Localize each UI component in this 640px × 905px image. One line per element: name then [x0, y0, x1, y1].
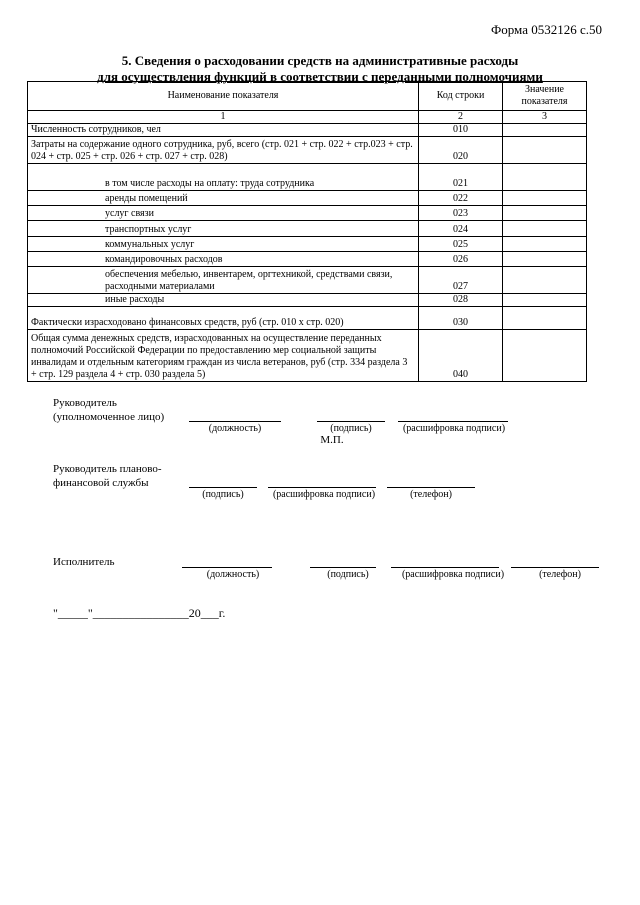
- head-label: Руководитель: [53, 397, 117, 409]
- table-row: [28, 221, 587, 237]
- row-name: Общая сумма денежных средств, израсходованных на осуществление переданных полномочий Российской Федерации по предоставлению мер социальной защиты инвалидам и отдельным категориям граждан из числа ветеранов, руб (стр. 334 раздела 3 + стр. 129 раздела 4 + стр. 030 раздела 5): [28, 330, 419, 382]
- form-number: Форма 0532126 с.50: [490, 22, 602, 37]
- date-line[interactable]: "_____"________________20___г.: [53, 606, 226, 620]
- table-row: [28, 307, 587, 330]
- row-name: иные расходы: [28, 294, 419, 307]
- head-decoding-line[interactable]: [398, 421, 508, 422]
- executor-decoding-caption: (расшифровка подписи): [401, 569, 505, 580]
- row-name: услуг связи: [28, 206, 419, 221]
- row-code: 027: [419, 267, 503, 294]
- row-name: обеспечения мебелью, инвентарем, оргтехникой, средствами связи, расходными материалами: [28, 267, 419, 294]
- row-code: 023: [419, 206, 503, 221]
- head-position-caption: (должность): [208, 423, 262, 434]
- fin-signature-line[interactable]: [189, 487, 257, 488]
- table-row: [28, 124, 587, 137]
- col-number-2: 2: [419, 111, 503, 124]
- table-row: [28, 206, 587, 221]
- row-value[interactable]: [503, 237, 587, 252]
- header-code: Код строки: [419, 82, 503, 111]
- section-subtitle: для осуществления функций в соответствии с переданными полномочиями: [97, 69, 543, 84]
- table-row: [28, 137, 587, 164]
- fin-head-label-sub: финансовой службы: [53, 477, 149, 489]
- row-name: транспортных услуг: [28, 221, 419, 237]
- table-row: [28, 252, 587, 267]
- row-code: 028: [419, 294, 503, 307]
- fin-phone-line[interactable]: [387, 487, 475, 488]
- executor-signature-line[interactable]: [310, 567, 376, 568]
- executor-phone-line[interactable]: [511, 567, 599, 568]
- row-code: 020: [419, 137, 503, 164]
- table-row: [28, 294, 587, 307]
- row-value[interactable]: [503, 294, 587, 307]
- fin-decoding-caption: (расшифровка подписи): [272, 489, 376, 500]
- row-code: 024: [419, 221, 503, 237]
- header-value: Значение показателя: [503, 82, 587, 111]
- head-position-line[interactable]: [189, 421, 281, 422]
- head-signature-line[interactable]: [317, 421, 385, 422]
- row-code: 040: [419, 330, 503, 382]
- head-decoding-caption: (расшифровка подписи): [402, 423, 506, 434]
- table-row: [28, 164, 587, 191]
- executor-label: Исполнитель: [53, 556, 115, 568]
- header-name: Наименование показателя: [28, 82, 419, 111]
- section-title: 5. Сведения о расходовании средств на административные расходы: [121, 53, 519, 68]
- row-code: 022: [419, 191, 503, 206]
- head-signature-caption: (подпись): [330, 423, 372, 434]
- row-value[interactable]: [503, 191, 587, 206]
- table-row: [28, 330, 587, 382]
- fin-decoding-line[interactable]: [268, 487, 376, 488]
- fin-phone-caption: (телефон): [410, 489, 452, 500]
- executor-position-caption: (должность): [206, 569, 260, 580]
- row-value[interactable]: [503, 206, 587, 221]
- row-value[interactable]: [503, 124, 587, 137]
- col-number-3: 3: [503, 111, 587, 124]
- row-name: в том числе расходы на оплату: труда сотрудника: [28, 164, 419, 191]
- executor-decoding-line[interactable]: [391, 567, 499, 568]
- row-name: командировочных расходов: [28, 252, 419, 267]
- row-name: Затраты на содержание одного сотрудника, руб, всего (стр. 021 + стр. 022 + стр.023 + стр. 024 + стр. 025 + стр. 026 + стр. 027 + стр. 028): [28, 137, 419, 164]
- row-code: 030: [419, 307, 503, 330]
- expenses-table: [27, 81, 587, 382]
- table-row: [28, 237, 587, 252]
- executor-position-line[interactable]: [182, 567, 272, 568]
- row-value[interactable]: [503, 252, 587, 267]
- table-row: [28, 191, 587, 206]
- row-value[interactable]: [503, 164, 587, 191]
- col-number-1: 1: [28, 111, 419, 124]
- row-name: аренды помещений: [28, 191, 419, 206]
- stamp-place: М.П.: [320, 434, 344, 446]
- executor-phone-caption: (телефон): [539, 569, 581, 580]
- row-name: коммунальных услуг: [28, 237, 419, 252]
- row-code: 021: [419, 164, 503, 191]
- row-value[interactable]: [503, 307, 587, 330]
- row-code: 026: [419, 252, 503, 267]
- row-value[interactable]: [503, 330, 587, 382]
- row-code: 025: [419, 237, 503, 252]
- fin-head-label: Руководитель планово-: [53, 463, 162, 475]
- row-code: 010: [419, 124, 503, 137]
- row-value[interactable]: [503, 221, 587, 237]
- row-name: Численность сотрудников, чел: [28, 124, 419, 137]
- row-value[interactable]: [503, 137, 587, 164]
- row-value[interactable]: [503, 267, 587, 294]
- executor-signature-caption: (подпись): [327, 569, 369, 580]
- table-row: [28, 267, 587, 294]
- fin-signature-caption: (подпись): [202, 489, 244, 500]
- head-label-sub: (уполномоченное лицо): [53, 411, 165, 423]
- row-name: Фактически израсходовано финансовых средств, руб (стр. 010 x стр. 020): [28, 307, 419, 330]
